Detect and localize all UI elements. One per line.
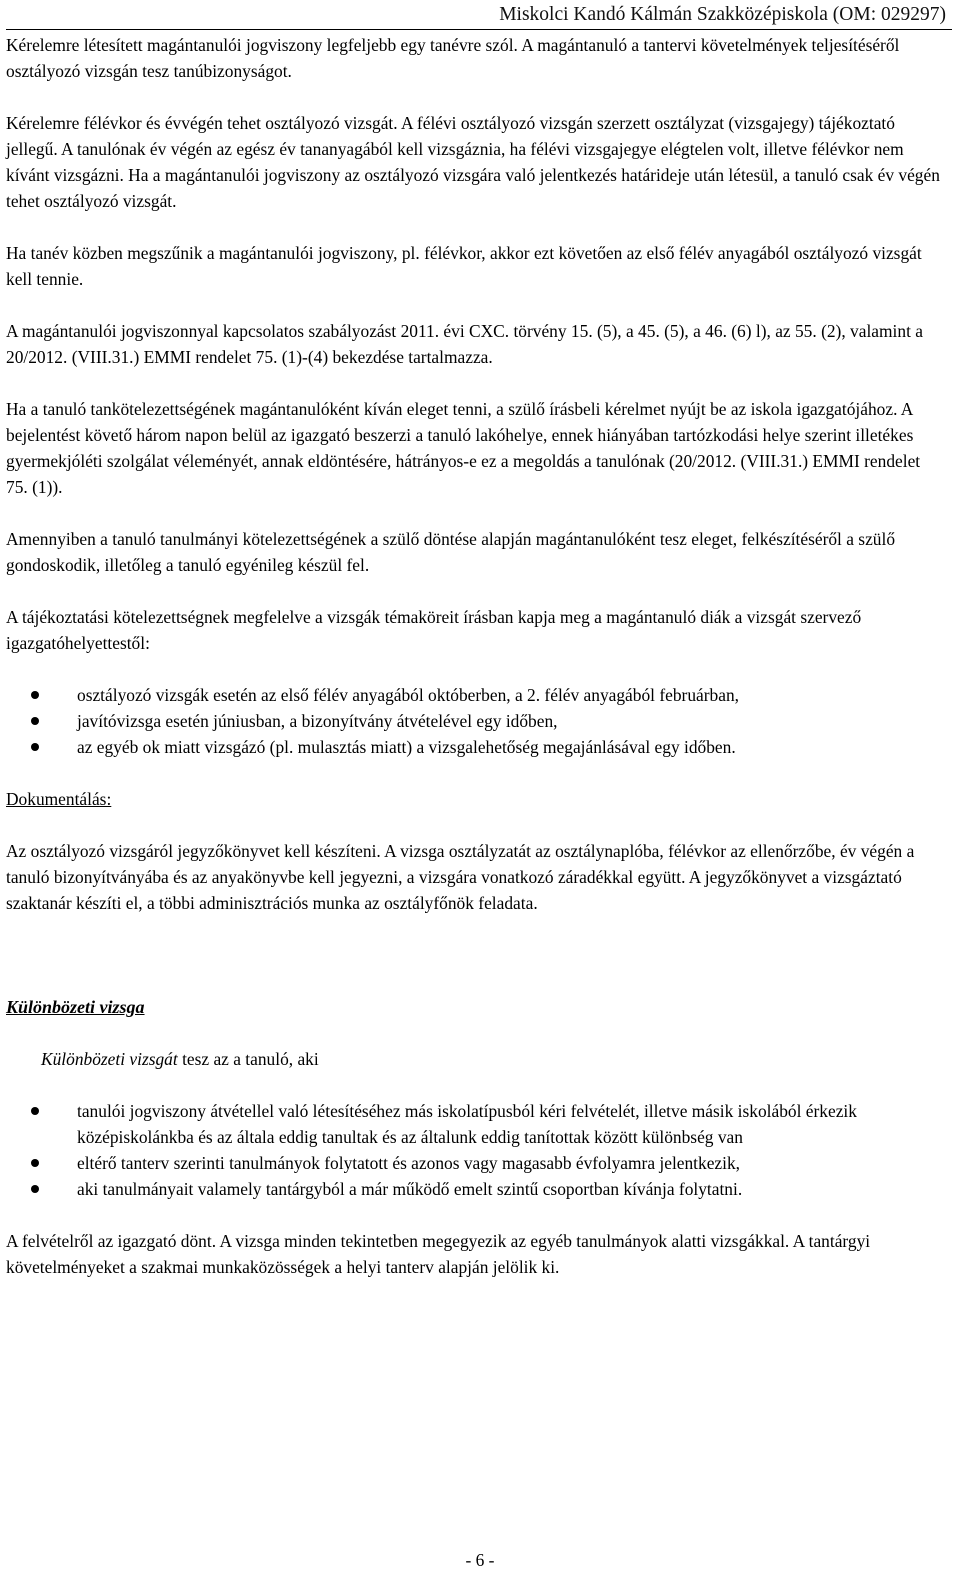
kulonbozeti-intro-rest: tesz az a tanuló, aki (177, 1049, 319, 1069)
paragraph-exam-timing: Kérelemre félévkor és évvégén tehet osztályozó vizsgát. A félévi osztályozó vizsgán szerzett osztályzat (vizsgajegy) tájékoztató jellegű. A tanulónak év végén az egész év tananyagából kell vizsgáznia, ha félévi vizsgajegye elégtelen volt, illetve félévkor nem kívánt vizsgázni. Ha a magántanulói jogviszony az osztályozó vizsgára való jelentkezés határideje után létesül, a tanuló csak év végén tehet osztályozó vizsgát. (6, 113, 940, 211)
kulonbozeti-conditions-list (6, 1098, 946, 1202)
paragraph-parent-preparation: Amennyiben a tanuló tanulmányi kötelezettségének a szülő döntése alapján magántanulóként tesz eleget, felkészítéséről a szülő gondoskodik, illetőleg a tanuló egyénileg készül fel. (6, 529, 896, 575)
list-item: javítóvizsga esetén júniusban, a bizonyítvány átvételével egy időben, (6, 708, 946, 734)
page-number: - 6 - (465, 1550, 495, 1570)
paragraph-status-termination: Ha tanév közben megszűnik a magántanulói jogviszony, pl. félévkor, akkor ezt követően az első félév anyagából osztályozó vizsgát kell tennie. (6, 243, 922, 289)
section-title-kulonbozeti: Különbözeti vizsga (6, 997, 145, 1017)
list-item: az egyéb ok miatt vizsgázó (pl. mulasztás miatt) a vizsgalehetőség megajánlásával egy időben. (6, 734, 946, 760)
list-item: osztályozó vizsgák esetén az első félév anyagából októberben, a 2. félév anyagából februárban, (6, 682, 946, 708)
section-spacer (6, 942, 946, 994)
paragraph-legal-reference: A magántanulói jogviszonnyal kapcsolatos szabályozást 2011. évi CXC. törvény 15. (5), a 45. (5), a 46. (6) l), az 55. (2), valamint a 20/2012. (VIII.31.) EMMI rendelet 75. (1)-(4) bekezdése tartalmazza. (6, 321, 923, 367)
list-item: aki tanulmányait valamely tantárgyból a már működő emelt szintű csoportban kívánja folytatni. (6, 1176, 946, 1202)
header-divider (6, 29, 952, 30)
document-body (6, 32, 946, 1280)
kulonbozeti-intro-italic: Különbözeti vizsgát (41, 1049, 178, 1069)
paragraph-admission-decision: A felvételről az igazgató dönt. A vizsga minden tekintetben megegyezik az egyéb tanulmányok alatti vizsgákkal. A tantárgyi követelményeket a szakmai munkaközösségek a helyi tanterv alapján jelölik ki. (6, 1231, 871, 1277)
paragraph-information-duty: A tájékoztatási kötelezettségnek megfelelve a vizsgák témaköreit írásban kapja meg a magántanuló diák a vizsgát szervező igazgatóhelyettestől: (6, 607, 862, 653)
page-header: Miskolci Kandó Kálmán Szakközépiskola (OM: 029297) (499, 4, 946, 25)
exam-schedule-list (6, 682, 946, 760)
paragraph-parent-request: Ha a tanuló tankötelezettségének magántanulóként kíván eleget tenni, a szülő írásbeli kérelmet nyújt be az iskola igazgatójához. A bejelentést követő három napon belül az igazgató beszerzi a tanuló lakóhelye, ennek hiányában tartózkodási helye szerint illetékes gyermekjóléti szolgálat véleményét, annak eldöntésére, hátrányos-e ez a megoldás a tanulónak (20/2012. (VIII.31.) EMMI rendelet 75. (1)). (6, 399, 921, 497)
list-item: tanulói jogviszony átvétellel való létesítéséhez más iskolatípusból kéri felvételét, illetve másik iskolából érkezik középiskolánkba és az általa eddig tanultak és az általunk eddig tanítottak között különbség van (6, 1098, 946, 1150)
paragraph-documentation: Az osztályozó vizsgáról jegyzőkönyvet kell készíteni. A vizsga osztályzatát az osztálynaplóba, félévkor az ellenőrzőbe, év végén a tanuló bizonyítványába és az anyakönyvbe kell jegyezni, a vizsgára vonatkozó záradékkal együtt. A jegyzőkönyvet a vizsgáztató szaktanár készíti el, a többi adminisztrációs munka az osztályfőnök feladata. (6, 841, 915, 913)
paragraph-private-student-status: Kérelemre létesített magántanulói jogviszony legfeljebb egy tanévre szól. A magántanuló a tantervi követelmények teljesítéséről osztályozó vizsgán tesz tanúbizonyságot. (6, 35, 900, 81)
list-item: eltérő tanterv szerinti tanulmányok folytatott és azonos vagy magasabb évfolyamra jelentkezik, (6, 1150, 946, 1176)
documentation-heading: Dokumentálás: (6, 789, 112, 809)
kulonbozeti-intro (6, 1046, 946, 1072)
